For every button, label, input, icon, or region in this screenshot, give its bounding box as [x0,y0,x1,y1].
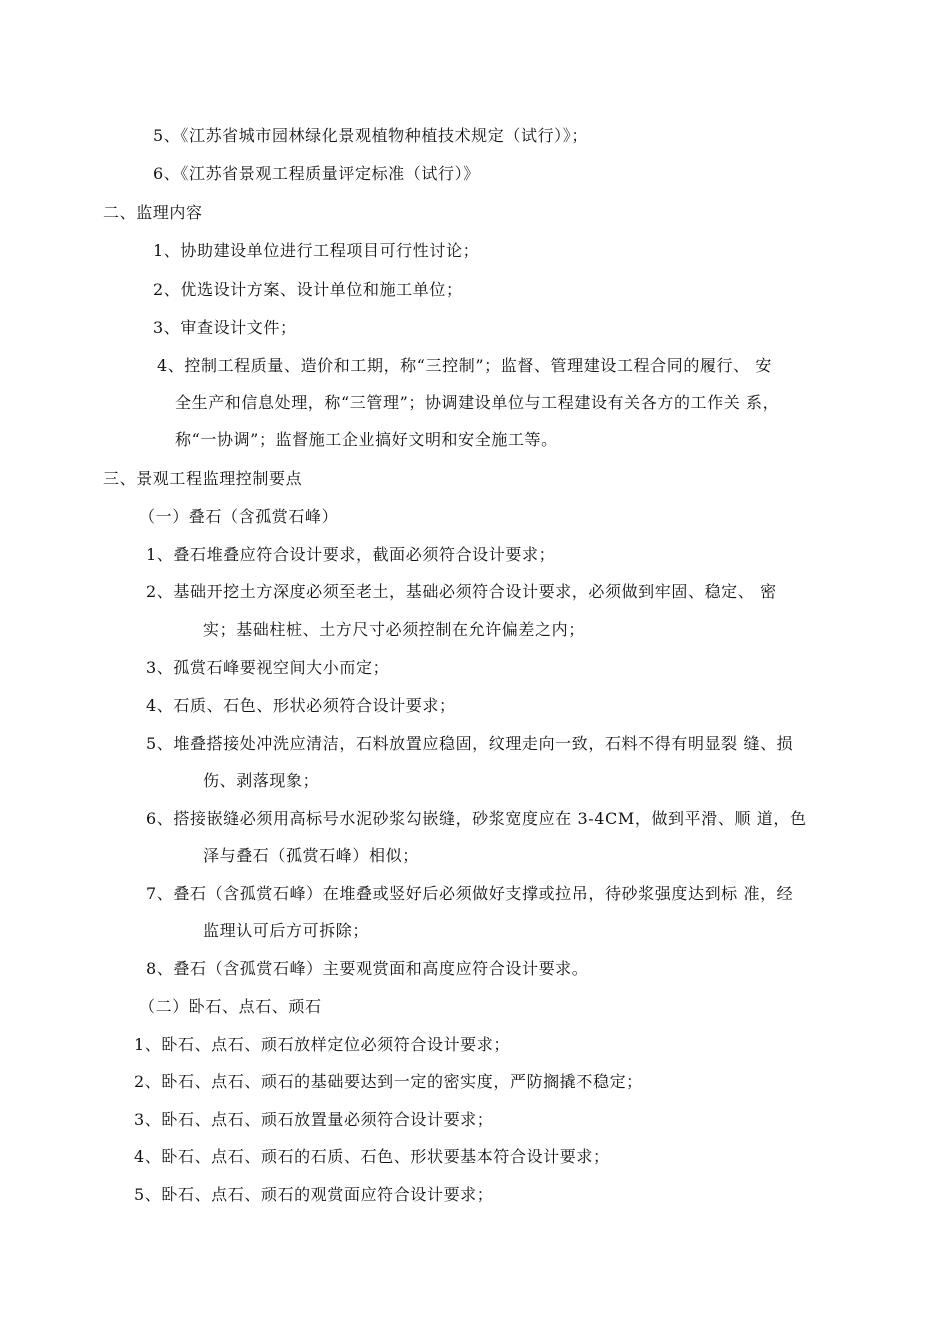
lying-stone-item-3: 3、卧石、点石、顽石放置量必须符合设计要求； [134,1110,494,1129]
stacking-item-7-cont: 监理认可后方可拆除； [203,921,370,940]
stacking-item-3: 3、孤赏石峰要视空间大小而定； [146,658,390,677]
lying-stone-item-1: 1、卧石、点石、顽石放样定位必须符合设计要求； [134,1035,510,1054]
reference-item-5: 5、《江苏省城市园林绿化景观植物种植技术规定（试行）》； [153,126,588,145]
lying-stone-item-4: 4、卧石、点石、顽石的石质、石色、形状要基本符合设计要求； [134,1147,610,1166]
reference-item-6: 6、《江苏省景观工程质量评定标准（试行）》 [153,164,480,183]
content-item-3: 3、审查设计文件； [153,318,297,337]
stacking-item-8: 8、叠石（含孤赏石峰）主要观赏面和高度应符合设计要求。 [146,959,589,978]
stacking-item-6-cont: 泽与叠石（孤赏石峰）相似； [203,846,419,865]
lying-stone-item-5: 5、卧石、点石、顽石的观赏面应符合设计要求； [134,1185,494,1204]
content-item-2: 2、优选设计方案、设计单位和施工单位； [153,280,463,299]
stacking-item-4: 4、石质、石色、形状必须符合设计要求； [146,696,456,715]
stacking-item-6: 6、搭接嵌缝必须用高标号水泥砂浆勾嵌缝，砂浆宽度应在 3-4CM，做到平滑、顺 道，色 [146,809,807,828]
content-item-4-cont: 称“一协调”；监督施工企业搞好文明和安全施工等。 [175,430,558,449]
section-heading-2: 二、监理内容 [103,203,203,222]
content-item-4: 4、控制工程质量、造价和工期，称“三控制”；监督、管理建设工程合同的履行、 安 [157,356,773,375]
stacking-item-7: 7、叠石（含孤赏石峰）在堆叠或竖好后必须做好支撑或拉吊，待砂浆强度达到标 准，经 [146,884,794,903]
subsection-heading-1: （一）叠石（含孤赏石峰） [139,507,339,526]
stacking-item-5: 5、堆叠搭接处冲洗应清洁，石料放置应稳固，纹理走向一致，石料不得有明显裂 缝、损 [146,734,794,753]
section-heading-3: 三、景观工程监理控制要点 [103,469,303,488]
subsection-heading-2: （二）卧石、点石、顽石 [139,997,322,1016]
content-item-1: 1、协助建设单位进行工程项目可行性讨论； [153,241,480,260]
stacking-item-5-cont: 伤、剥落现象； [203,771,320,790]
stacking-item-2-cont: 实；基础柱桩、土方尺寸必须控制在允许偏差之内； [203,620,585,639]
stacking-item-1: 1、叠石堆叠应符合设计要求，截面必须符合设计要求； [146,545,556,564]
content-item-4-cont: 全生产和信息处理，称“三管理”；协调建设单位与工程建设有关各方的工作关 系， [175,393,780,412]
lying-stone-item-2: 2、卧石、点石、顽石的基础要达到一定的密实度，严防搁撬不稳定； [134,1072,643,1091]
stacking-item-2: 2、基础开挖土方深度必须至老土，基础必须符合设计要求，必须做到牢固、稳定、 密 [146,582,777,601]
